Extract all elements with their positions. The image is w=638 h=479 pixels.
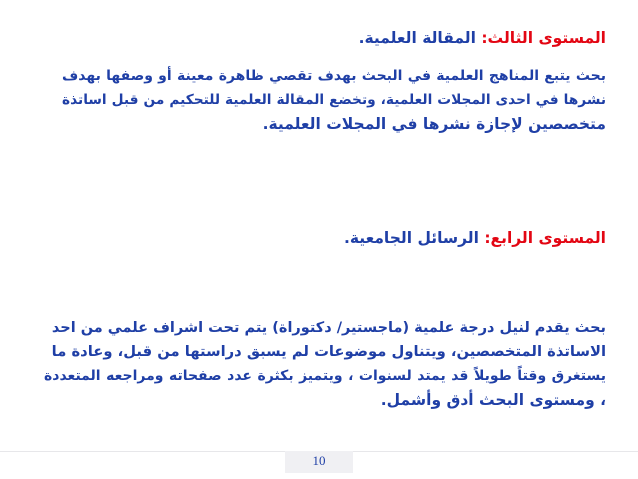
paragraph-line: بحث يقدم لنيل درجة علمية (ماجستير/ دكتوراة) يتم تحت اشراف علمي من احد: [51, 320, 606, 336]
paragraph-line: متخصصين لإجازة نشرها في المجلات العلمية.: [262, 115, 606, 133]
section4-paragraph: [44, 316, 606, 412]
paragraph-line: نشرها في احدى المجلات العلمية، وتخضع المقالة العلمية للتحكيم من قبل اساتذة: [62, 92, 606, 108]
paragraph-line: ، ومستوى البحث أدق وأشمل.: [380, 391, 606, 409]
section4-heading: [344, 229, 606, 247]
section3-heading-text: المقالة العلمية.: [358, 29, 476, 47]
section3-heading: [359, 29, 606, 47]
section3-paragraph: [62, 64, 606, 136]
paragraph-line: بحث يتبع المناهج العلمية في البحث بهدف تقصي ظاهرة معينة أو وصفها بهدف: [62, 68, 606, 84]
paragraph-line: الاساتذة المتخصصين، ويتناول موضوعات لم يسبق دراستها من قبل، وعادة ما: [51, 343, 606, 360]
section3-heading-label: المستوى الثالث:: [481, 29, 606, 47]
section4-heading-text: الرسائل الجامعية.: [343, 229, 479, 247]
paragraph-line: يستغرق وقتاً طويلاً قد يمتد لسنوات ، ويتميز بكثرة عدد صفحاته ومراجعه المتعددة: [44, 368, 606, 384]
section4-heading-label: المستوى الرابع:: [484, 229, 606, 247]
page-number: 10: [285, 451, 353, 473]
